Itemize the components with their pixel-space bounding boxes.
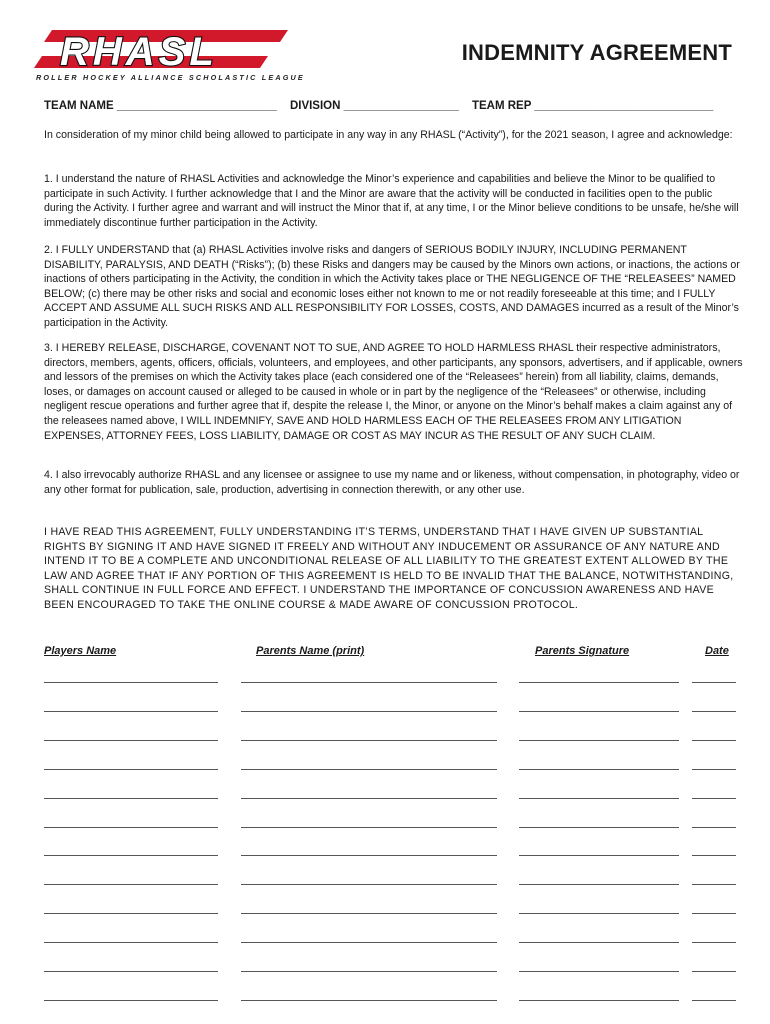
clause-2-paragraph: 2. I FULLY UNDERSTAND that (a) RHASL Activities involve risks and dangers of SERIOUS BODILY INJURY, INCLUDING PERMANENT DISABILITY, PARALYSIS, AND DEATH (“Risks”); (b) these Risks and dangers may be caused by the Minors own actions, or inactions, the actions or inactions of others participating in the Activity, the condition in which the Activity takes place or THE NEGLIGENCE OF THE “RELEASEES” NAMED BELOW; (c) there may be other risks and social and economic loses either not known to me or not readily foreseeable at this time; and I FULLY ACCEPT AND ASSUME ALL SUCH RISKS AND ALL RESPONSIBILITY FOR LOSSES, COSTS, AND DAMAGES incurred as a result of the Minor’s participation in the Activity. — [44, 244, 740, 329]
players-name-header: Players Name — [44, 645, 117, 657]
clause-4-paragraph: 4. I also irrevocably authorize RHASL and any licensee or assignee to use my name and or likeness, without compensation, in photography, video or any other format for publication, sale, production, advertising in connection therewith, or any other use. — [44, 469, 740, 496]
date-line[interactable] — [692, 798, 736, 799]
intro-paragraph: In consideration of my minor child being allowed to participate in any way in any RHASL (“Activity”), for the 2021 season, I agree and acknowledge: — [44, 129, 733, 141]
date-line[interactable] — [692, 971, 736, 972]
signature-row — [0, 798, 770, 810]
parents-signature-line[interactable] — [519, 711, 679, 712]
players-name-line[interactable] — [44, 769, 218, 770]
team-name-field[interactable]: TEAM NAME _________________________ — [44, 100, 277, 112]
players-name-line[interactable] — [44, 942, 218, 943]
parents-name-line[interactable] — [241, 682, 497, 683]
signature-row — [0, 769, 770, 781]
signature-row — [0, 740, 770, 752]
parents-name-line[interactable] — [241, 827, 497, 828]
parents-signature-line[interactable] — [519, 827, 679, 828]
parents-signature-line[interactable] — [519, 913, 679, 914]
players-name-line[interactable] — [44, 711, 218, 712]
players-name-line[interactable] — [44, 1000, 218, 1001]
signature-row — [0, 884, 770, 896]
signature-row — [0, 682, 770, 694]
parents-signature-line[interactable] — [519, 769, 679, 770]
division-field[interactable]: DIVISION __________________ — [289, 100, 459, 112]
date-header: Date — [705, 645, 729, 657]
parents-name-line[interactable] — [241, 913, 497, 914]
team-fields-row — [44, 100, 740, 112]
signature-row — [0, 711, 770, 723]
date-line[interactable] — [692, 884, 736, 885]
acknowledgement-paragraph: I HAVE READ THIS AGREEMENT, FULLY UNDERSTANDING IT’S TERMS, UNDERSTAND THAT I HAVE GIVEN UP SUBSTANTIAL RIGHTS BY SIGNING IT AND HAVE SIGNED IT FREELY AND WITHOUT ANY INDUCEMENT OR ASSURANCE OF ANY NATURE AND INTEND IT TO BE A COMPLETE AND UNCONDITIONAL RELEASE OF ALL LIABILITY TO THE GREATEST EXTENT ALLOWED BY THE LAW AND AGREE THAT IF ANY PORTION OF THIS AGREEMENT IS HELD TO BE INVALID THAT THE BALANCE, NOTWITHSTANDING, SHALL CONTINUE IN FULL FORCE AND EFFECT. I UNDERSTAND THE IMPORTANCE OF CONCUSSION AWARENESS AND HAVE BEEN ENCOURAGED TO TAKE THE ONLINE COURSE & MADE AWARE OF CONCUSSION PROTOCOL. — [44, 526, 734, 611]
players-name-line[interactable] — [44, 884, 218, 885]
players-name-line[interactable] — [44, 971, 218, 972]
players-name-line[interactable] — [44, 913, 218, 914]
parents-signature-line[interactable] — [519, 682, 679, 683]
parents-name-line[interactable] — [241, 769, 497, 770]
page-title: INDEMNITY AGREEMENT — [461, 40, 732, 65]
date-line[interactable] — [692, 769, 736, 770]
parents-name-line[interactable] — [241, 798, 497, 799]
rhasl-logo-mark — [30, 26, 290, 72]
parents-name-header: Parents Name (print) — [256, 645, 365, 657]
parents-name-line[interactable] — [241, 942, 497, 943]
signature-row — [0, 971, 770, 983]
date-line[interactable] — [692, 711, 736, 712]
parents-signature-line[interactable] — [519, 942, 679, 943]
parents-signature-line[interactable] — [519, 798, 679, 799]
parents-signature-line[interactable] — [519, 740, 679, 741]
logo-tagline: ROLLER HOCKEY ALLIANCE SCHOLASTIC LEAGUE — [36, 73, 305, 82]
date-line[interactable] — [692, 1000, 736, 1001]
players-name-line[interactable] — [44, 855, 218, 856]
clause-3-paragraph: 3. I HEREBY RELEASE, DISCHARGE, COVENANT NOT TO SUE, AND AGREE TO HOLD HARMLESS RHASL their respective administrators, directors, members, agents, officers, officials, volunteers, and employees, and other participants, any sponsors, advertisers, and if applicable, owners and lessors of the premises on which the Activity takes place (each considered one of the “Releasees” herein) from all liability, claims, demands, loses, or damages on account caused or alleged to be caused in whole or in part by the negligence of the “Releasees” or otherwise, including negligent rescue operations and further agree that if, despite the release I, the Minor, or anyone on the Minor’s behalf makes a claim against any of the releasees named above, I WILL INDEMNIFY, SAVE AND HOLD HARMLESS EACH OF THE RELEASEES FROM ANY LITIGATION EXPENSES, ATTORNEY FEES, LOSS LIABILITY, DAMAGE OR COST AS MAY INCUR AS THE RESULT OF ANY SUCH CLAIM. — [44, 342, 743, 442]
players-name-line[interactable] — [44, 798, 218, 799]
date-line[interactable] — [692, 740, 736, 741]
parents-signature-header: Parents Signature — [535, 645, 630, 657]
team-rep-field[interactable]: TEAM REP ____________________________ — [471, 100, 714, 112]
parents-name-line[interactable] — [241, 971, 497, 972]
date-line[interactable] — [692, 855, 736, 856]
logo-wordmark: RHASL — [60, 30, 218, 72]
parents-signature-line[interactable] — [519, 855, 679, 856]
parents-signature-line[interactable] — [519, 1000, 679, 1001]
parents-name-line[interactable] — [241, 855, 497, 856]
players-name-line[interactable] — [44, 740, 218, 741]
players-name-line[interactable] — [44, 682, 218, 683]
date-line[interactable] — [692, 682, 736, 683]
signature-row — [0, 827, 770, 839]
signature-row — [0, 1000, 770, 1012]
parents-name-line[interactable] — [241, 1000, 497, 1001]
clause-1-paragraph: 1. I understand the nature of RHASL Activities and acknowledge the Minor’s experience and capabilities and believe the Minor to be qualified to participate in such Activity. I further acknowledge that I and the Minor are aware that the activity will be conducted in facilities open to the public during the Activity. I further agree and warrant and will instruct the Minor that if, at any time, I or the Minor believe conditions to be unsafe, he/she will immediately discontinue further participation in the Activity. — [44, 173, 739, 229]
rhasl-logo — [30, 26, 305, 86]
date-line[interactable] — [692, 942, 736, 943]
signature-row — [0, 913, 770, 925]
parents-signature-line[interactable] — [519, 884, 679, 885]
date-line[interactable] — [692, 827, 736, 828]
signature-row — [0, 942, 770, 954]
signature-row — [0, 855, 770, 867]
date-line[interactable] — [692, 913, 736, 914]
parents-signature-line[interactable] — [519, 971, 679, 972]
parents-name-line[interactable] — [241, 740, 497, 741]
players-name-line[interactable] — [44, 827, 218, 828]
parents-name-line[interactable] — [241, 884, 497, 885]
parents-name-line[interactable] — [241, 711, 497, 712]
